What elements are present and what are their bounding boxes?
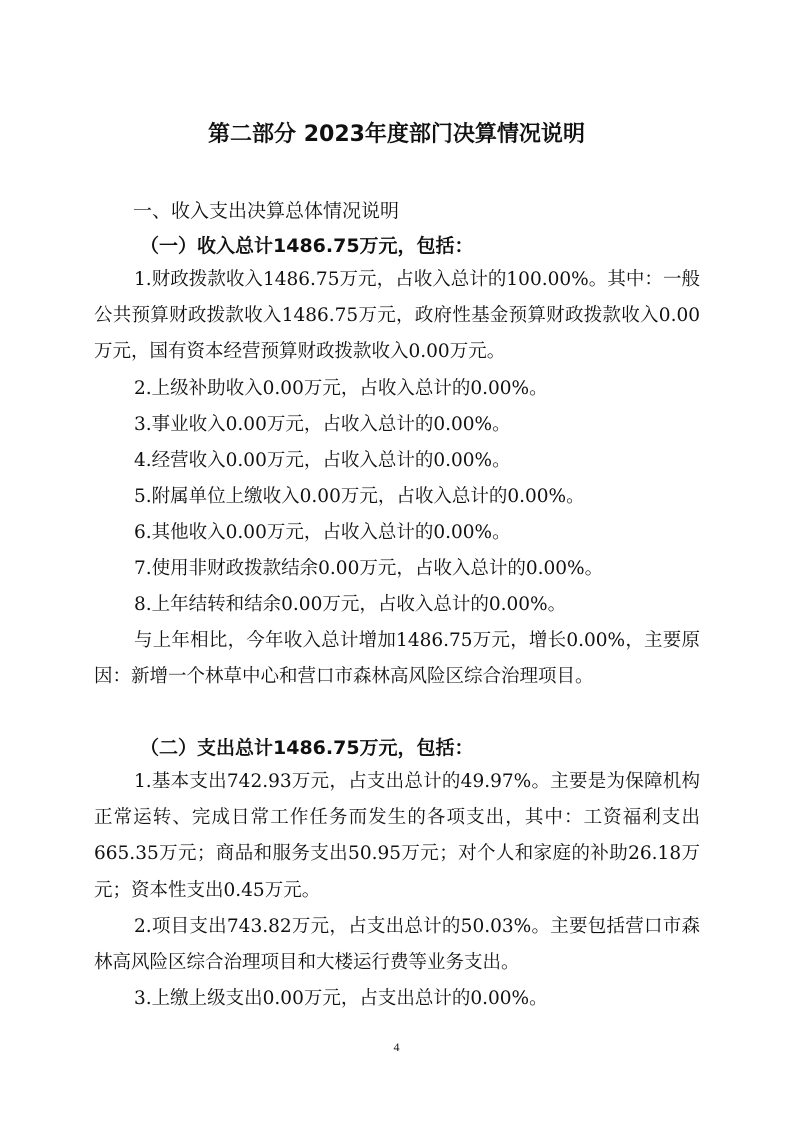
page-number: 4 (393, 1040, 400, 1054)
income-item-1: 1.财政拨款收入1486.75万元，占收入总计的100.00%。其中：一般公共预算财政拨款收入1486.75万元，政府性基金预算财政拨款收入0.00万元，国有资本经营预算财政拨款收入0.00万元。 (94, 269, 700, 363)
income-item-8: 8.上年结转和结余0.00万元，占收入总计的0.00%。 (134, 594, 567, 615)
income-item-3: 3.事业收入0.00万元，占收入总计的0.00%。 (134, 414, 511, 435)
expense-item-3: 3.上缴上级支出0.00万元，占支出总计的0.00%。 (134, 988, 548, 1009)
income-item-4: 4.经营收入0.00万元，占收入总计的0.00%。 (134, 450, 511, 471)
income-comparison: 与上年相比，今年收入总计增加1486.75万元，增长0.00%，主要原因：新增一个林草中心和营口市森林高风险区综合治理项目。 (94, 630, 700, 688)
expense-item-1: 1.基本支出742.93万元，占支出总计的49.97%。主要是为保障机构正常运转、完成日常工作任务而发生的各项支出，其中：工资福利支出665.35万元；商品和服务支出50.95万元；对个人和家庭的补助26.18万元；资本性支出0.45万元。 (94, 771, 700, 901)
income-item-7: 7.使用非财政拨款结余0.00万元，占收入总计的0.00%。 (134, 558, 604, 579)
expense-item-2: 2.项目支出743.82万元，占支出总计的50.03%。主要包括营口市森林高风险区综合治理项目和大楼运行费等业务支出。 (94, 916, 700, 974)
income-item-2: 2.上级补助收入0.00万元，占收入总计的0.00%。 (134, 378, 548, 399)
income-item-5: 5.附属单位上缴收入0.00万元，占收入总计的0.00%。 (134, 486, 585, 507)
section-heading: 一、收入支出决算总体情况说明 (133, 200, 400, 222)
income-item-6: 6.其他收入0.00万元，占收入总计的0.00%。 (134, 522, 511, 543)
expense-heading: （二）支出总计1486.75万元，包括： (140, 737, 474, 759)
page-title: 第二部分 2023年度部门决算情况说明 (208, 122, 585, 147)
income-heading: （一）收入总计1486.75万元，包括： (140, 235, 474, 257)
